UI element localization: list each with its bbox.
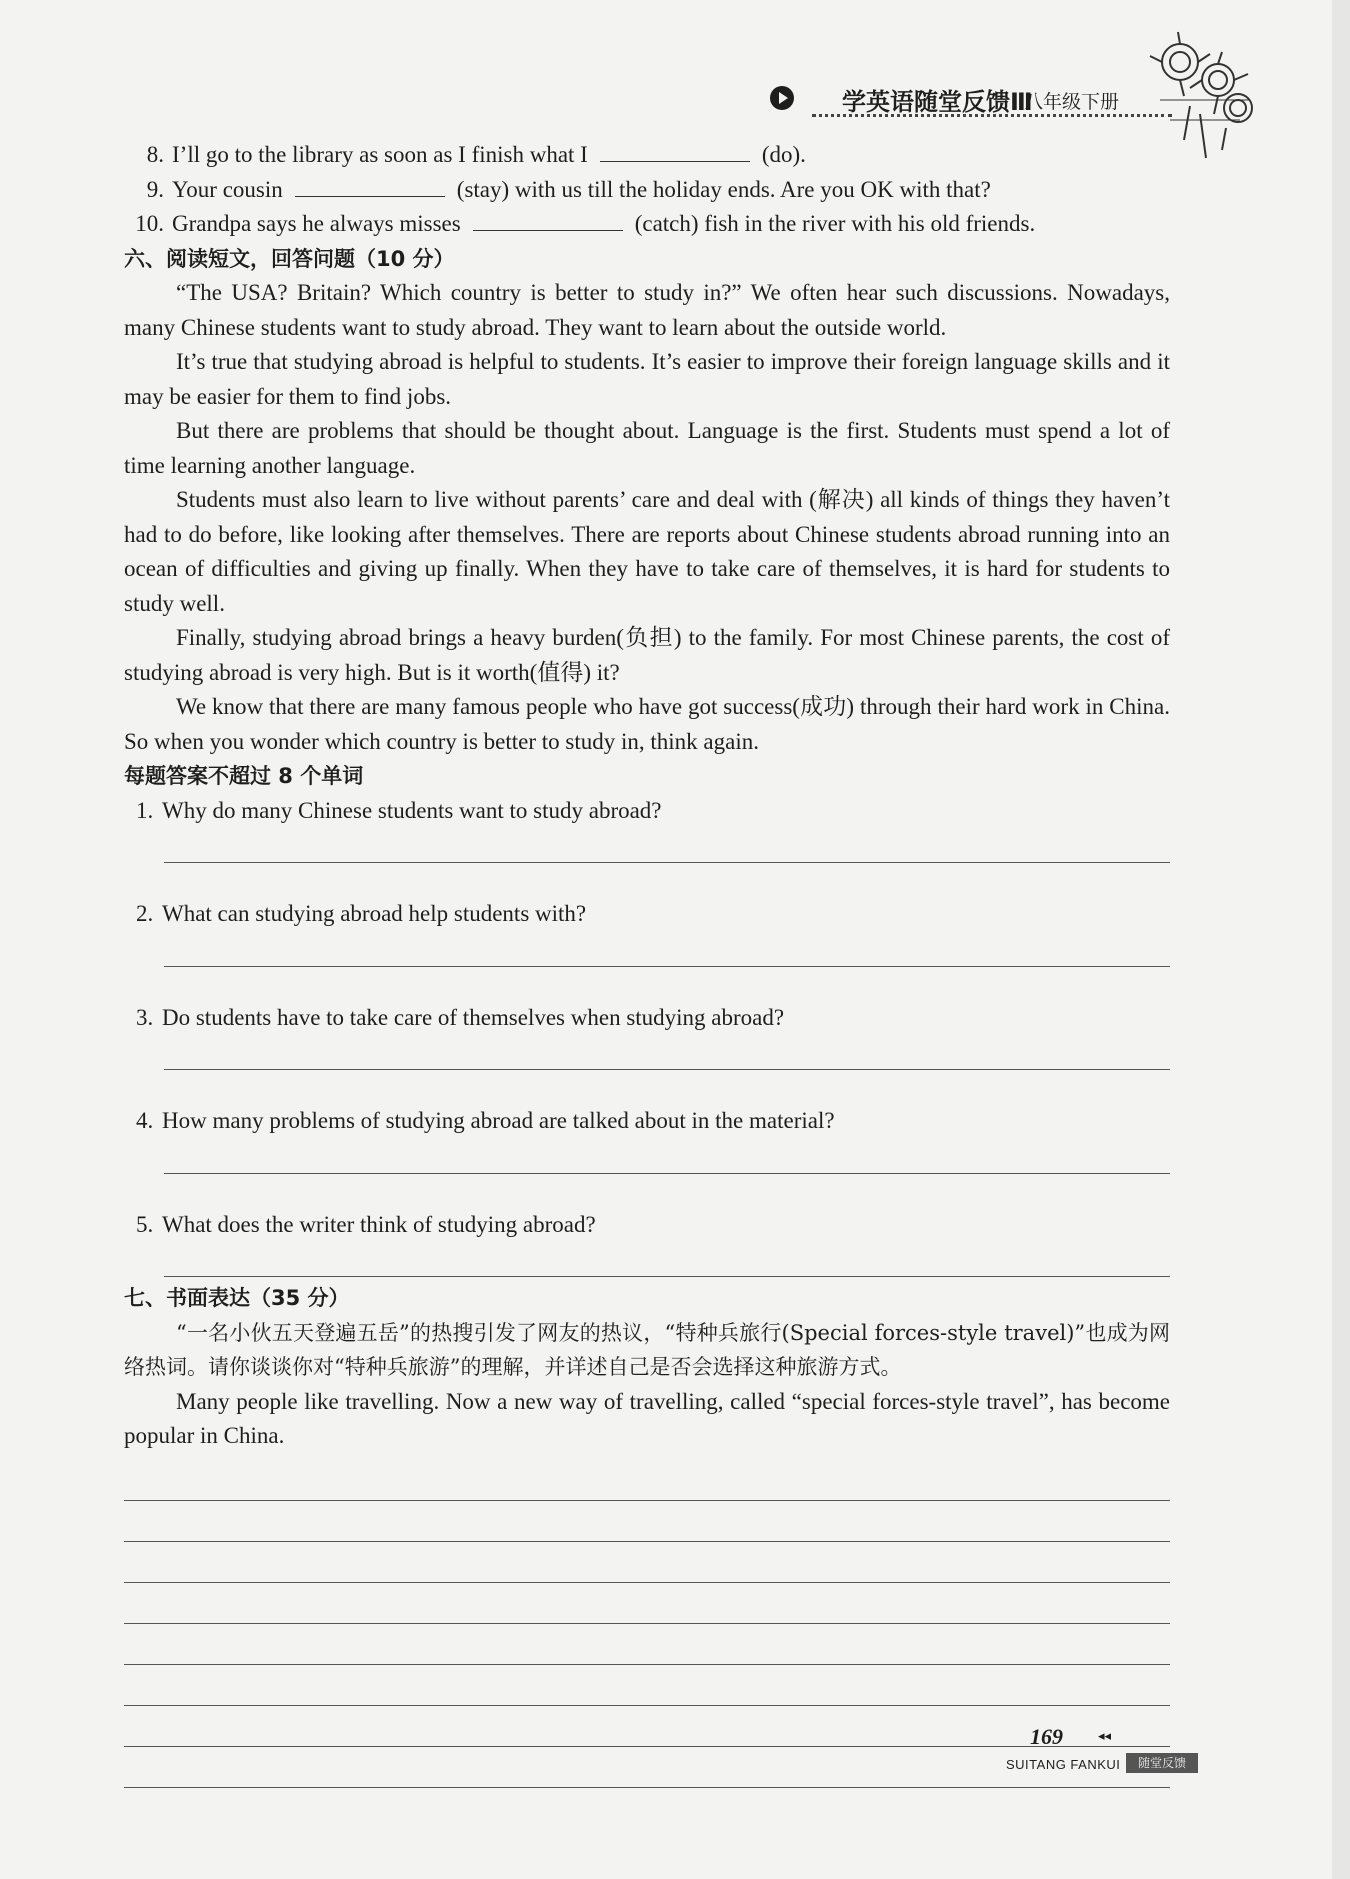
item-text: Grandpa says he always misses xyxy=(172,211,461,236)
answer-blank[interactable] xyxy=(600,139,750,162)
page-number: 169 xyxy=(1030,1724,1063,1749)
item-number: 10. xyxy=(135,211,164,236)
item-hint: (catch) fish in the river with his old friends. xyxy=(634,211,1036,236)
section-6-heading: 六、阅读短文，回答问题（10 分） xyxy=(124,246,455,271)
question xyxy=(124,794,1170,829)
question xyxy=(124,1208,1170,1243)
question-text: Why do many Chinese students want to study abroad? xyxy=(162,797,662,823)
item-hint: (do). xyxy=(761,142,806,167)
writing-line[interactable] xyxy=(124,1665,1170,1706)
fill-item xyxy=(124,138,1170,173)
question-number: 4. xyxy=(136,1108,154,1133)
play-icon xyxy=(770,86,794,110)
book-subtitle: 八年级下册 xyxy=(1024,91,1120,113)
writing-line[interactable] xyxy=(124,1583,1170,1624)
page-edge-shadow xyxy=(1332,0,1350,1879)
question xyxy=(124,1001,1170,1036)
item-text: Your cousin xyxy=(172,176,283,202)
item-number: 8. xyxy=(146,142,164,167)
question-number: 2. xyxy=(136,901,154,926)
passage-paragraph: “The USA? Britain? Which country is better to study in?” We often hear such discussions. Nowadays, many Chinese students want to study abroad. They want to learn about the outside world. xyxy=(124,280,1170,340)
writing-line[interactable] xyxy=(124,1460,1170,1501)
question-number: 5. xyxy=(136,1211,154,1237)
footer-brand: SUITANG FANKUI xyxy=(1006,1757,1121,1772)
book-title: 学英语随堂反馈Ⅲ xyxy=(842,88,1033,116)
answer-line[interactable] xyxy=(164,1139,1170,1174)
question-number: 1. xyxy=(136,797,154,823)
answer-blank[interactable] xyxy=(473,208,623,231)
question-text: Do students have to take care of themselves when studying abroad? xyxy=(162,1004,785,1030)
passage-paragraph: But there are problems that should be thought about. Language is the first. Students must spend a lot of time learning another language. xyxy=(124,418,1170,478)
passage-paragraph: Finally, studying abroad brings a heavy burden(负担) to the family. For most Chinese parents, the cost of studying abroad is very high. But is it worth(值得) it? xyxy=(124,625,1170,685)
passage-paragraph: Students must also learn to live without parents’ care and deal with (解决) all kinds of things they haven’t had to do before, like looking after themselves. There are reports about Chinese students abroad running into an ocean of difficulties and giving up finally. When they have to take care of themselves, it is hard for students to study well. xyxy=(124,487,1170,616)
answer-line[interactable] xyxy=(164,828,1170,863)
passage-paragraph: We know that there are many famous people who have got success(成功) through their hard work in China. So when you wonder which country is better to study in, think again. xyxy=(124,694,1170,754)
question-text: What does the writer think of studying abroad? xyxy=(162,1211,596,1237)
content-area xyxy=(124,138,1170,1788)
writing-prompt: “一名小伙五天登遍五岳”的热搜引发了网友的热议，“特种兵旅行(Special forces-style travel)”也成为网络热词。请你谈谈你对“特种兵旅游”的理解，并详述自己是否会选择这种旅游方式。 xyxy=(124,1320,1170,1379)
writing-line[interactable] xyxy=(124,1624,1170,1665)
answer-blank[interactable] xyxy=(295,174,445,197)
question-text: What can studying abroad help students with? xyxy=(162,901,587,926)
question-text: How many problems of studying abroad are talked about in the material? xyxy=(162,1108,835,1133)
section-7-heading: 七、书面表达（35 分） xyxy=(124,1286,350,1310)
passage-paragraph: It’s true that studying abroad is helpful to students. It’s easier to improve their foreign language skills and it may be easier for them to find jobs. xyxy=(124,349,1170,409)
answer-line[interactable] xyxy=(164,1035,1170,1070)
fill-item xyxy=(124,173,1170,208)
footer-brand-box: 随堂反馈 xyxy=(1126,1753,1198,1773)
question xyxy=(124,897,1170,932)
item-number: 9. xyxy=(146,176,164,202)
item-text: I’ll go to the library as soon as I finish what I xyxy=(172,142,588,167)
writing-starter: Many people like travelling. Now a new way of travelling, called “special forces-style travel”, has become popular in China. xyxy=(124,1388,1170,1448)
item-hint: (stay) with us till the holiday ends. Are you OK with that? xyxy=(456,176,991,202)
writing-line[interactable] xyxy=(124,1542,1170,1583)
answer-instruction: 每题答案不超过 8 个单词 xyxy=(124,764,364,788)
fill-item xyxy=(124,207,1170,242)
double-arrow-icon: ◂◂ xyxy=(1098,1728,1112,1743)
question xyxy=(124,1104,1170,1139)
answer-line[interactable] xyxy=(164,932,1170,967)
header-dotted-rule xyxy=(812,114,1172,117)
answer-line[interactable] xyxy=(164,1242,1170,1277)
writing-line[interactable] xyxy=(124,1501,1170,1542)
question-number: 3. xyxy=(136,1004,154,1030)
writing-line[interactable] xyxy=(124,1706,1170,1747)
